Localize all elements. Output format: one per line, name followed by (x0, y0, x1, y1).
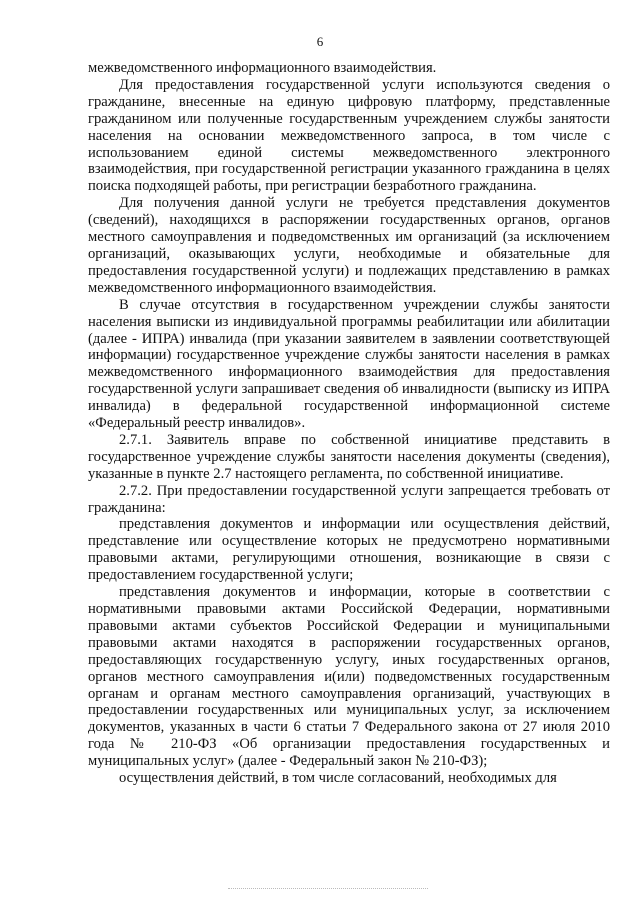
paragraph: 2.7.2. При предоставлении государственной услуги запрещается требовать от гражданина: (88, 482, 610, 516)
paragraph: В случае отсутствия в государственном учреждении службы занятости населения выписки из индивидуальной программы реабилитации или абилитации (далее - ИПРА) инвалида (при указании заявителем в заявлении соответствующей информации) государственное учреждение службы занятости населения в рамках межведомственного информационного взаимодействия для предоставления государственной услуги запрашивает сведения об инвалидности (выписку из ИПРА инвалида) в федеральной государственной информационной системе «Федеральный реестр инвалидов». (88, 296, 610, 432)
paragraph: межведомственного информационного взаимодействия. (88, 60, 437, 76)
paragraph: представления документов и информации или осуществления действий, представление или осуществление которых не предусмотрено нормативными правовыми актами, регулирующими отношения, возникающие в связи с предоставлением государственной услуги; (88, 516, 610, 584)
scan-artifact-line (228, 888, 428, 889)
page-number: 6 (316, 34, 324, 49)
document-body (88, 60, 610, 787)
paragraph: осуществления действий, в том числе согласований, необходимых для (119, 770, 557, 787)
paragraph: Для получения данной услуги не требуется представления документов (сведений), находящихся в распоряжении государственных органов, органов местного самоуправления и подведомственных им организаций (за исключением организаций, оказывающих услуги, необходимые и обязательные для предоставления государственной услуги) и подлежащих представлению в рамках межведомственного информационного взаимодействия. (88, 195, 610, 296)
paragraph: 2.7.1. Заявитель вправе по собственной инициативе представить в государственное учреждение службы занятости населения документы (сведения), указанные в пункте 2.7 настоящего регламента, по собственной инициативе. (88, 431, 610, 482)
paragraph: представления документов и информации, которые в соответствии с нормативными правовыми актами Российской Федерации, нормативными правовыми актами субъектов Российской Федерации и муниципальными правовыми актами находятся в распоряжении государственных органов, предоставляющих государственную услугу, иных государственных органов, органов местного самоуправления и(или) подведомственных государственным органам и органам местного самоуправления организаций, участвующих в предоставлении государственных или муниципальных услуг, за исключением документов, указанных в части 6 статьи 7 Федерального закона от 27 июля 2010 года № 210-ФЗ «Об организации предоставления государственных и муниципальных услуг» (далее - Федеральный закон № 210-ФЗ); (88, 584, 610, 770)
paragraph: Для предоставления государственной услуги используются сведения о гражданине, внесенные на единую цифровую платформу, представленные гражданином или полученные государственным учреждением службы занятости населения на основании межведомственного запроса, в том числе с использованием единой системы межведомственного электронного взаимодействия, при государственной регистрации указанного гражданина в целях поиска подходящей работы, при регистрации безработного гражданина. (88, 76, 610, 195)
